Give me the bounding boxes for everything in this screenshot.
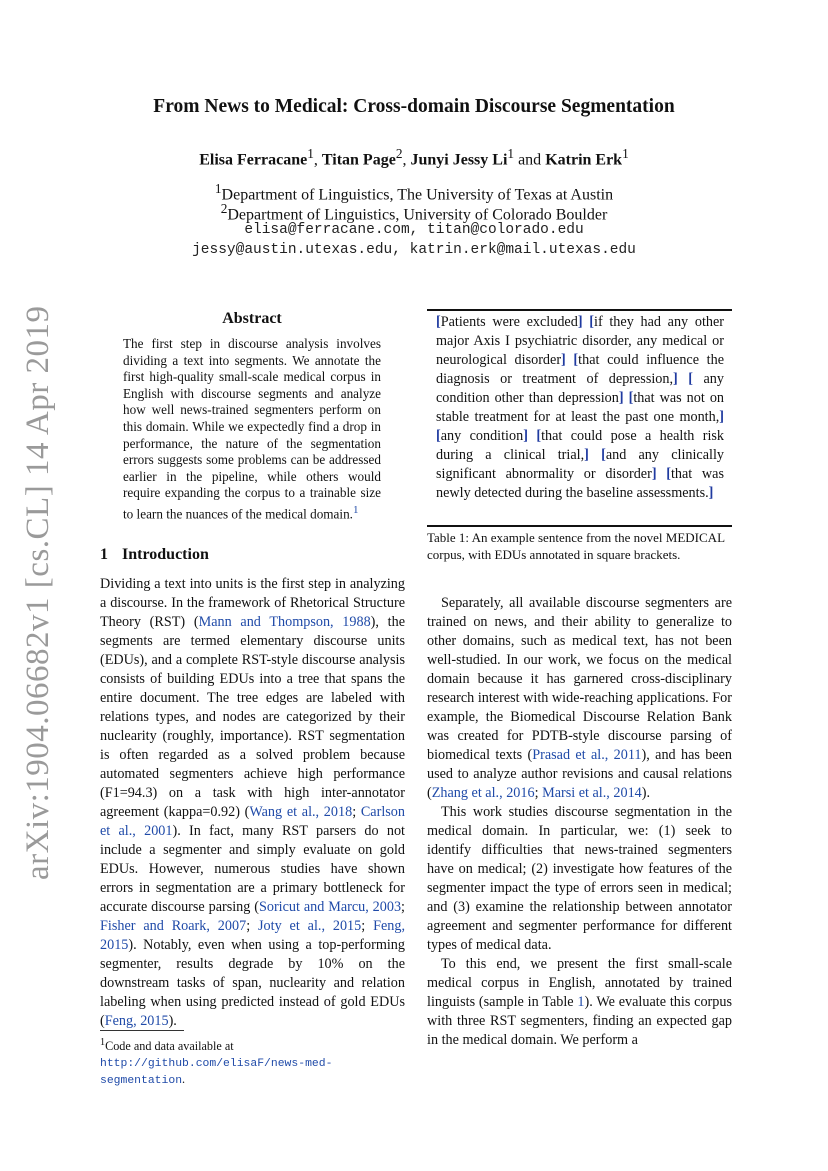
body-text: ; xyxy=(361,918,374,934)
body-text: This work studies discourse segmentation in the medical domain. In particular, we: (1) seek to identify difficulties that news-trained segmenters have on medical; (2) investigate how features of the segmenter impact the type of errors seen in medical; and (3) examine the relationship between annotator agreement and segmenter performance for different types of medical data. xyxy=(427,804,732,953)
citation-link[interactable]: Carlson et al., 2001 xyxy=(100,804,405,839)
edu-segment: that could influence the diagnosis or treatment of depression, xyxy=(436,352,724,387)
right-column-text xyxy=(427,594,732,1050)
footnote-end: . xyxy=(182,1072,186,1087)
edu-close-bracket: ] xyxy=(584,447,589,463)
footnote-mark: 1 xyxy=(100,1037,106,1048)
affiliation-2-mark: 2 xyxy=(220,201,228,216)
edu-close-bracket: ] xyxy=(651,466,657,482)
table-top-rule xyxy=(427,309,732,311)
author-name: Titan Page xyxy=(321,151,396,169)
footnote-divider xyxy=(100,1030,184,1031)
citation-link[interactable]: Wang et al., 2018 xyxy=(249,804,353,820)
citation-link[interactable]: Joty et al., 2015 xyxy=(258,918,362,934)
abstract-footnote-mark[interactable]: 1 xyxy=(352,503,359,516)
edu-close-bracket: ] xyxy=(577,314,583,330)
footnote xyxy=(100,1035,405,1090)
section-title: Introduction xyxy=(122,546,209,563)
citation-link[interactable]: Prasad et al., 2011 xyxy=(532,747,642,763)
author-affiliation-mark: 1 xyxy=(307,146,314,161)
paragraph xyxy=(427,803,732,955)
table-bottom-rule xyxy=(427,525,732,527)
edu-open-bracket: [ xyxy=(589,314,594,330)
citation-link[interactable]: Feng, 2015 xyxy=(100,918,405,953)
edu-open-bracket: [ xyxy=(688,371,693,387)
section-heading-introduction xyxy=(100,546,209,564)
email-line-1: elisa@ferracane.com, titan@colorado.edu xyxy=(244,222,584,238)
edu-segment: that was not on stable treatment for at least the past one month, xyxy=(436,390,725,425)
edu-segment: any condition xyxy=(440,428,524,444)
citation-link[interactable]: Soricut and Marcu, 2003 xyxy=(258,899,402,915)
body-text: Separately, all available discourse segmenters are trained on news, and their ability to generalize to other domains, such as medical text, has not been well-studied. In our work, we focus on the medical domain because it has garnered cross-disciplinary research interest with wide-reaching applications. For example, the Biomedical Discourse Relation Bank was created for PDTB-style discourse parsing of biomedical texts ( xyxy=(427,595,732,763)
citation-link[interactable]: Feng, 2015 xyxy=(104,1013,169,1029)
email-line-2: jessy@austin.utexas.edu, katrin.erk@mail.utexas.edu xyxy=(192,242,636,258)
body-text: ). We evaluate this corpus with three RST segmenters, finding an expected gap in the medical domain. We perform a xyxy=(427,994,732,1048)
edu-close-bracket: ] xyxy=(561,352,566,368)
table-caption: Table 1: An example sentence from the novel MEDICAL corpus, with EDUs annotated in square brackets. xyxy=(427,530,725,562)
author-list xyxy=(60,146,768,169)
citation-link[interactable]: Mann and Thompson, 1988 xyxy=(198,614,371,630)
edu-close-bracket: ] xyxy=(523,428,528,444)
paper-title: From News to Medical: Cross-domain Discourse Segmentation xyxy=(153,96,675,117)
author-name: Junyi Jessy Li xyxy=(410,151,508,169)
edu-segment: that could pose a health risk during a clinical trial, xyxy=(436,428,725,463)
body-text: ), and has been used to analyze author revisions and causal relations ( xyxy=(427,747,733,801)
edu-segment: and any clinically significant abnormality or disorder xyxy=(436,447,724,482)
edu-close-bracket: ] xyxy=(618,390,624,406)
table-1-example-sentence xyxy=(436,313,724,503)
affiliation-1-mark: 1 xyxy=(214,181,222,196)
edu-segment: that was newly detected during the baseline assessments. xyxy=(436,466,724,501)
body-text: ), the segments are termed elementary discourse units (EDUs), and a complete RST-style discourse analysis consists of building EDUs into a tree that spans the entire document. The tree edges are labeled with relations types, and nodes are categorized by their nuclearity (roughly, importance). RST segmentation is often regarded as a solved problem because automated segmenters achieve high performance (F1=94.3) on a task with high inter-annotator agreement (kappa=0.92) ( xyxy=(100,614,405,820)
affiliation-2 xyxy=(60,201,768,224)
author-affiliation-mark: 2 xyxy=(395,146,403,161)
body-text: ). Notably, even when using a top-performing segmenter, results degrade by 10% on the downstream tasks of span, nuclearity and relation labeling when using predicted instead of gold EDUs ( xyxy=(100,937,405,1029)
paragraph xyxy=(427,594,732,803)
edu-close-bracket: ] xyxy=(708,485,714,501)
affiliation-1-text: Department of Linguistics, The University of Texas at Austin xyxy=(221,186,614,204)
body-text: ). xyxy=(641,785,651,801)
author-separator: , xyxy=(313,151,322,169)
intro-paragraph xyxy=(100,575,405,1031)
citation-link[interactable]: Fisher and Roark, 2007 xyxy=(100,918,247,934)
edu-segment: Patients were excluded xyxy=(440,314,578,330)
edu-open-bracket: [ xyxy=(628,390,634,406)
abstract-text xyxy=(123,336,381,523)
edu-open-bracket: [ xyxy=(436,428,441,444)
author-separator: , xyxy=(402,151,411,169)
citation-link[interactable]: Marsi et al., 2014 xyxy=(542,785,642,801)
body-text: ; xyxy=(534,785,543,801)
edu-open-bracket: [ xyxy=(573,352,579,368)
author-affiliation-mark: 1 xyxy=(622,146,629,161)
edu-close-bracket: ] xyxy=(673,371,678,387)
body-text: ). xyxy=(168,1013,177,1029)
edu-segment: any condition other than depression xyxy=(436,371,724,406)
author-name: Katrin Erk xyxy=(545,151,623,169)
arxiv-identifier: arXiv:1904.06682v1 [cs.CL] 14 Apr 2019 xyxy=(20,305,56,880)
edu-open-bracket: [ xyxy=(436,314,441,330)
footnote-url-link[interactable]: http://github.com/elisaF/news-med-segmentation xyxy=(100,1057,333,1088)
edu-segment: if they had any other major Axis I psychiatric disorder, any medical or neurological disorder xyxy=(436,314,724,368)
abstract-body-text: The first step in discourse analysis involves dividing a text into segments. We annotate the first high-quality small-scale medical corpus in English with discourse segments and analyze how well news-trained segmenters perform on this domain. While we expectedly find a drop in performance, the nature of the segmentation errors suggests some problems can be addressed earlier in the pipeline, while others would require expanding the corpus to a trainable size to learn the nuances of the medical domain. xyxy=(123,336,381,522)
body-text: ). In fact, many RST parsers do not include a segmenter and simply evaluate on gold EDUs. However, numerous studies have shown errors in segmentation are a primary bottleneck for accurate discourse parsing ( xyxy=(100,823,405,915)
section-number: 1 xyxy=(100,546,108,563)
author-name: Elisa Ferracane xyxy=(199,151,308,169)
footnote-text: Code and data available at xyxy=(105,1039,234,1054)
body-text: ; xyxy=(401,899,405,915)
citation-link[interactable]: 1 xyxy=(577,994,585,1010)
citation-link[interactable]: Zhang et al., 2016 xyxy=(431,785,535,801)
body-text: Dividing a text into units is the first step in analyzing a discourse. In the framework of Rhetorical Structure Theory (RST) ( xyxy=(100,576,405,630)
abstract-heading: Abstract xyxy=(222,310,282,327)
edu-open-bracket: [ xyxy=(536,428,542,444)
body-text: ; xyxy=(246,918,259,934)
author-separator: and xyxy=(514,151,546,169)
affiliation-2-text: Department of Linguistics, University of Colorado Boulder xyxy=(227,206,608,224)
edu-open-bracket: [ xyxy=(601,447,606,463)
body-text: To this end, we present the first small-scale medical corpus in English, annotated by trained linguists (sample in Table xyxy=(427,956,732,1010)
paragraph xyxy=(427,955,732,1050)
author-affiliation-mark: 1 xyxy=(507,146,515,161)
edu-close-bracket: ] xyxy=(719,409,724,425)
body-text: ; xyxy=(352,804,361,820)
edu-open-bracket: [ xyxy=(666,466,671,482)
